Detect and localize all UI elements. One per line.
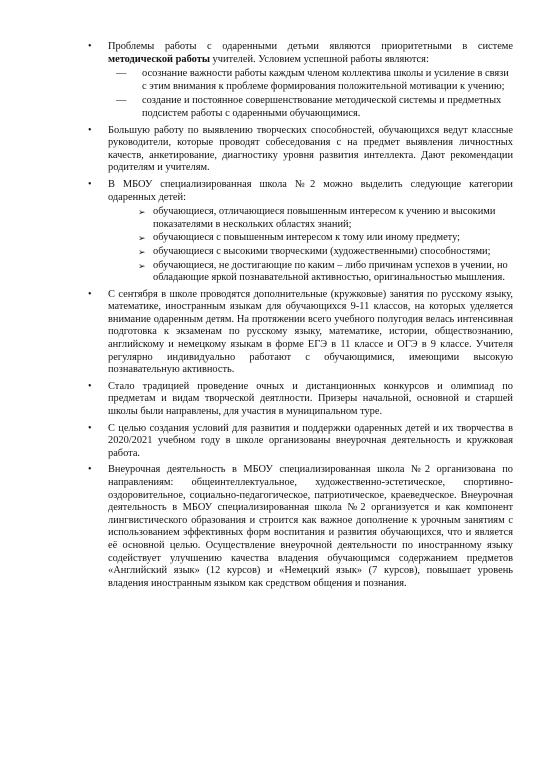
list-item <box>88 422 513 461</box>
arrow-list-item <box>108 206 513 231</box>
arrow-bullet-icon: ➢ <box>138 207 146 218</box>
arrow-list-text: обучающиеся с высокими творческими (художественными) способностями; <box>153 245 491 257</box>
arrow-list <box>108 206 513 285</box>
list-item <box>88 178 513 285</box>
dash-list-text: осознание важности работы каждым членом коллектива школы и усиление в связи с этим внимания к проблеме формирования положительной мотивации к учению; <box>142 68 509 92</box>
paragraph: С целью создания условий для развития и поддержки одаренных детей и их творчества в 2020/2021 учебном году в школе организованы внеурочная деятельность и кружковая работа. <box>108 422 513 459</box>
arrow-bullet-icon: ➢ <box>138 246 146 257</box>
bullet-icon: • <box>88 422 92 434</box>
arrow-list-item <box>108 232 513 245</box>
arrow-list-text: обучающиеся с повышенным интересом к тому или иному предмету; <box>153 232 461 244</box>
list-item <box>88 124 513 175</box>
paragraph: В МБОУ специализированная школа №2 можно выделить следующие категории одаренных детей: <box>108 178 513 203</box>
bullet-icon: • <box>88 41 92 52</box>
paragraph-text: Проблемы работы с одаренными детьми являются приоритетными в системе <box>108 41 513 52</box>
bullet-icon: • <box>88 464 92 476</box>
bullet-icon: • <box>88 124 92 136</box>
paragraph-text: учителей. Условием успешной работы являются: <box>209 53 429 65</box>
paragraph <box>108 41 513 66</box>
list-item <box>88 464 513 590</box>
paragraph: С сентября в школе проводятся дополнительные (кружковые) занятия по русскому языку, математике, иностранным языкам для обучающихся 9-11 классов, на которых уделяется внимание одаренным детям. На протяжении всего учебного полугодия велась интенсивная подготовка к экзаменам по русскому языку, математике, истории, обществознанию, английскому и немецкому языкам в форме ЕГЭ в 11 классе и ОГЭ в 9 классе. Учителя регулярно индивидуально работают с обучающимися, имеющими высокую познавательную активность. <box>108 288 513 376</box>
bold-text: методической работы <box>108 53 210 65</box>
list-item <box>88 380 513 419</box>
bullet-icon: • <box>88 288 92 300</box>
dash-icon: — <box>116 95 127 107</box>
arrow-bullet-icon: ➢ <box>138 233 146 244</box>
paragraph: Внеурочная деятельность в МБОУ специализированная школа №2 организована по направлениям: общеинтеллектуальное, художественно-эстетическое, спортивно-оздоровительное, социально-педагогическое, патриотическое, краеведческое. Внеурочная деятельность в МБОУ специализированная школа №2 организуется и как компонент лингвистического образования и строится как важное дополнение к урочным занятиям с использованием эффективных форм воспитания и развития обучающихся, что и является её основной целью. Осуществление внеурочной деятельности по иностранному языку содействует улучшению качества владения обучающимся содержанием предметов «Английский язык» (12 курсов) и «Немецкий язык» (7 курсов), повышает уровень владения иностранным языком как средством общения и познания. <box>108 464 513 589</box>
arrow-bullet-icon: ➢ <box>138 260 146 271</box>
dash-icon: — <box>116 68 127 80</box>
dash-list-item <box>108 68 513 93</box>
arrow-list-item <box>108 260 513 285</box>
bullet-icon: • <box>88 380 92 392</box>
dash-list <box>108 68 513 120</box>
list-item <box>88 41 513 121</box>
arrow-list-text: обучающиеся, не достигающие по каким – либо причинам успехов в учении, но обладающие яркой познавательной активностью, оригинальностью мышления. <box>153 259 508 284</box>
dash-list-text: создание и постоянное совершенствование методической системы и предметных подсистем работы с одаренными обучающимися. <box>142 95 502 119</box>
arrow-list-item <box>108 246 513 259</box>
paragraph: Большую работу по выявлению творческих способностей, обучающихся ведут классные руководители, которые проводят собеседования с на предмет выявления личностных качеств, анкетирование, диагностику уровня развития интеллекта. Дают рекомендации родителям и учителям. <box>108 124 513 174</box>
paragraph: Стало традицией проведение очных и дистанционных конкурсов и олимпиад по предметам и видам творческой деятлности. Призеры начальной, основной и старшей школы были направлены, для участия в муниципальном туре. <box>108 380 513 418</box>
dash-list-item <box>108 95 513 120</box>
bullet-icon: • <box>88 178 92 190</box>
arrow-list-text: обучающиеся, отличающиеся повышенным интересом к учению и высокими показателями в нескольких областях знаний; <box>153 206 496 230</box>
list-item <box>88 288 513 377</box>
